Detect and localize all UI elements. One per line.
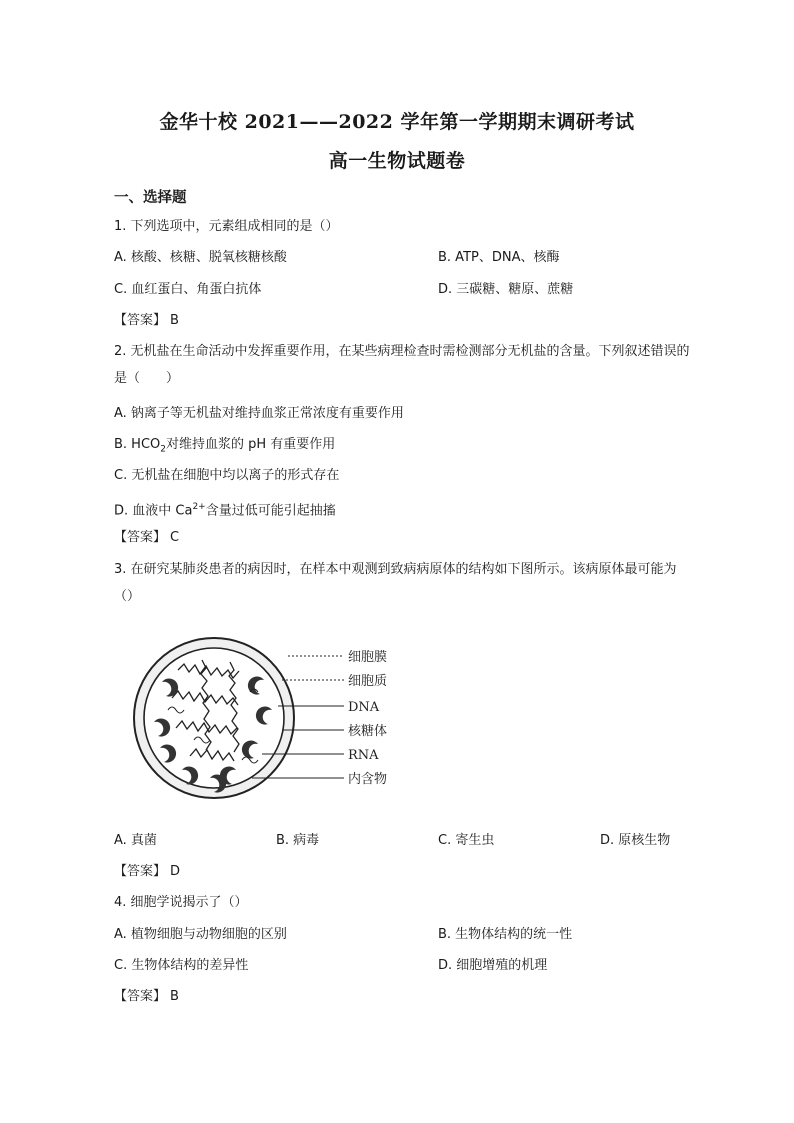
q1-option-b: B. ATP、DNA、核酶: [438, 250, 560, 265]
section-heading: 一、选择题: [114, 190, 187, 206]
q3-stem: 3. 在研究某肺炎患者的病因时，在样本中观测到致病病原体的结构如下图所示。该病原体最可能为（）: [114, 562, 677, 604]
q2-option-c: C. 无机盐在细胞中均以离子的形式存在: [114, 468, 340, 483]
answer-tag: 【答案】: [114, 989, 167, 1004]
answer-tag: 【答案】: [114, 530, 167, 545]
q2-option-d-sup: 2+: [192, 502, 206, 512]
q4-option-d: D. 细胞增殖的机理: [438, 958, 548, 973]
q3-answer: [114, 863, 180, 881]
q3-option-c: C. 寄生虫: [438, 833, 495, 848]
q1-answer: [114, 312, 179, 330]
q1-option-c: C. 血红蛋白、角蛋白抗体: [114, 282, 262, 297]
q2-option-d-post: 含量过低可能引起抽搐: [205, 503, 336, 519]
q1-option-a: A. 核酸、核糖、脱氧核糖核酸: [114, 250, 287, 265]
q2-option-b-post: 对维持血浆的 pH 有重要作用: [166, 437, 336, 452]
q2-stem: 2. 无机盐在生命活动中发挥重要作用，在某些病理检查时需检测部分无机盐的含量。下列叙述错误的是（ ）: [114, 344, 690, 386]
exam-subtitle: 高一生物试题卷: [328, 150, 466, 172]
answer-value: B: [170, 313, 179, 328]
q2-answer: [114, 529, 179, 547]
figure-label: DNA: [348, 700, 380, 715]
answer-tag: 【答案】: [114, 313, 167, 328]
answer-tag: 【答案】: [114, 864, 167, 879]
q2-option-b-pre: B. HCO: [114, 437, 161, 452]
answer-value: D: [170, 864, 181, 879]
q2-option-d: [114, 498, 336, 520]
q1-stem: 1. 下列选项中，元素组成相同的是（）: [114, 219, 339, 234]
q4-option-b: B. 生物体结构的统一性: [438, 927, 573, 942]
figure-label: 核糖体: [348, 724, 388, 739]
q4-option-a: A. 植物细胞与动物细胞的区别: [114, 927, 287, 942]
figure-label: 细胞质: [348, 674, 388, 689]
cell-membrane-outline: [144, 648, 284, 788]
q2-option-d-pre: D. 血液中 Ca: [114, 503, 193, 519]
q4-answer: [114, 988, 179, 1006]
q2-option-b: [114, 436, 335, 459]
figure-label: 细胞膜: [348, 650, 388, 665]
q2-option-b-sub: 2: [160, 444, 167, 455]
answer-value: B: [170, 989, 179, 1004]
q3-option-b: B. 病毒: [276, 833, 320, 848]
figure-label: 内含物: [348, 772, 388, 787]
q4-option-c: C. 生物体结构的差异性: [114, 958, 249, 973]
q4-stem: 4. 细胞学说揭示了（）: [114, 895, 248, 910]
answer-value: C: [170, 530, 180, 545]
q1-option-d: D. 三碳糖、糖原、蔗糖: [438, 282, 574, 297]
pathogen-cell-diagram: [132, 620, 402, 816]
q3-option-a: A. 真菌: [114, 833, 157, 848]
q2-option-a: A. 钠离子等无机盐对维持血浆正常浓度有重要作用: [114, 406, 404, 421]
q3-option-d: D. 原核生物: [600, 833, 671, 848]
exam-title: 金华十校 2021——2022 学年第一学期期末调研考试: [159, 111, 635, 133]
figure-label: RNA: [348, 748, 379, 763]
